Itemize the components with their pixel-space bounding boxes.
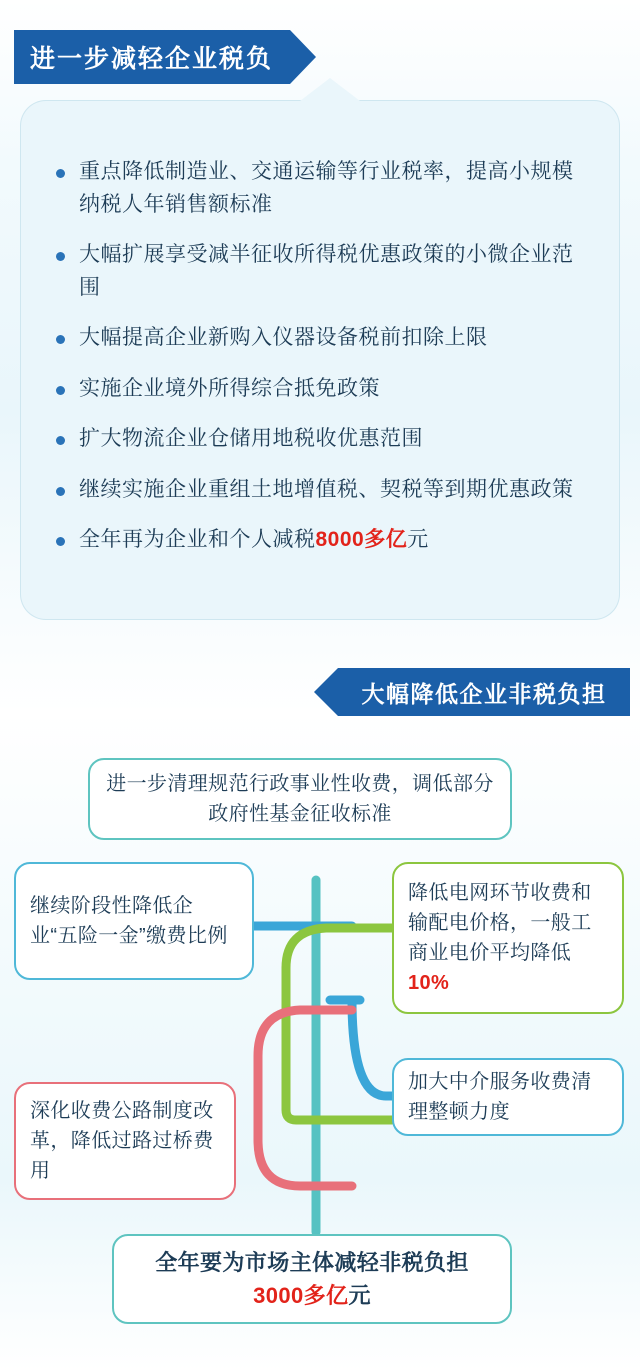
info-box-electricity-price: [392, 862, 624, 1014]
bullet-text-before: 全年再为企业和个人减税: [79, 528, 316, 552]
bullet-text: 大幅扩展享受减半征收所得税优惠政策的小微企业范围: [79, 243, 574, 299]
list-item: [56, 156, 592, 221]
info-box-fees-cleanup: [88, 758, 512, 840]
section1-banner: [14, 30, 290, 84]
bullet-text-after: 元: [407, 528, 429, 552]
info-box-text: [155, 1246, 469, 1312]
list-item: [56, 322, 592, 355]
info-box-total-nontax-reduction: [112, 1234, 512, 1324]
section1-card: [20, 100, 620, 620]
bullet-dot-icon: [56, 537, 65, 546]
info-box-highlight-value: 10%: [408, 972, 450, 994]
bullet-dot-icon: [56, 252, 65, 261]
list-item: [56, 239, 592, 304]
bullet-dot-icon: [56, 335, 65, 344]
info-box-social-insurance: [14, 862, 254, 980]
bullet-text: [79, 524, 429, 557]
info-box-text-before: 降低电网环节收费和输配电价格，一般工商业电价平均降低: [408, 882, 592, 964]
info-box-toll-roads: [14, 1082, 236, 1200]
info-box-intermediary-fees: [392, 1058, 624, 1136]
info-box-highlight-value: 3000多亿: [253, 1283, 349, 1308]
bullet-dot-icon: [56, 386, 65, 395]
bullet-text: 重点降低制造业、交通运输等行业税率，提高小规模纳税人年销售额标准: [79, 160, 574, 216]
info-box-text: [408, 878, 608, 998]
bullet-text: 扩大物流企业仓储用地税收优惠范围: [79, 427, 423, 451]
bullet-highlight-value: 8000多亿: [315, 528, 408, 552]
bullet-dot-icon: [56, 169, 65, 178]
section2-banner-label: 大幅降低企业非税负担: [361, 680, 607, 707]
list-item: [56, 474, 592, 507]
info-box-text-after: 元: [348, 1283, 371, 1308]
bullet-text: 实施企业境外所得综合抵免政策: [79, 376, 380, 400]
bullet-text: 大幅提高企业新购入仪器设备税前扣除上限: [79, 326, 488, 350]
info-box-text: 进一步清理规范行政事业性收费，调低部分政府性基金征收标准: [106, 773, 494, 825]
list-item: [56, 373, 592, 406]
section2-banner: [338, 668, 630, 716]
list-item-highlight: [56, 524, 592, 557]
info-box-text-line1: 全年要为市场主体减轻非税负担: [155, 1250, 469, 1275]
info-box-text: 继续阶段性降低企业“五险一金”缴费比例: [30, 895, 228, 947]
section1-banner-label: 进一步减轻企业税负: [30, 45, 274, 73]
info-box-text: 深化收费公路制度改革，降低过路过桥费用: [30, 1100, 214, 1182]
bullet-text: 继续实施企业重组土地增值税、契税等到期优惠政策: [79, 477, 574, 501]
section1-bullet-list: [56, 156, 592, 575]
list-item: [56, 423, 592, 456]
bullet-dot-icon: [56, 436, 65, 445]
bullet-dot-icon: [56, 487, 65, 496]
info-box-text: 加大中介服务收费清理整顿力度: [408, 1071, 592, 1123]
